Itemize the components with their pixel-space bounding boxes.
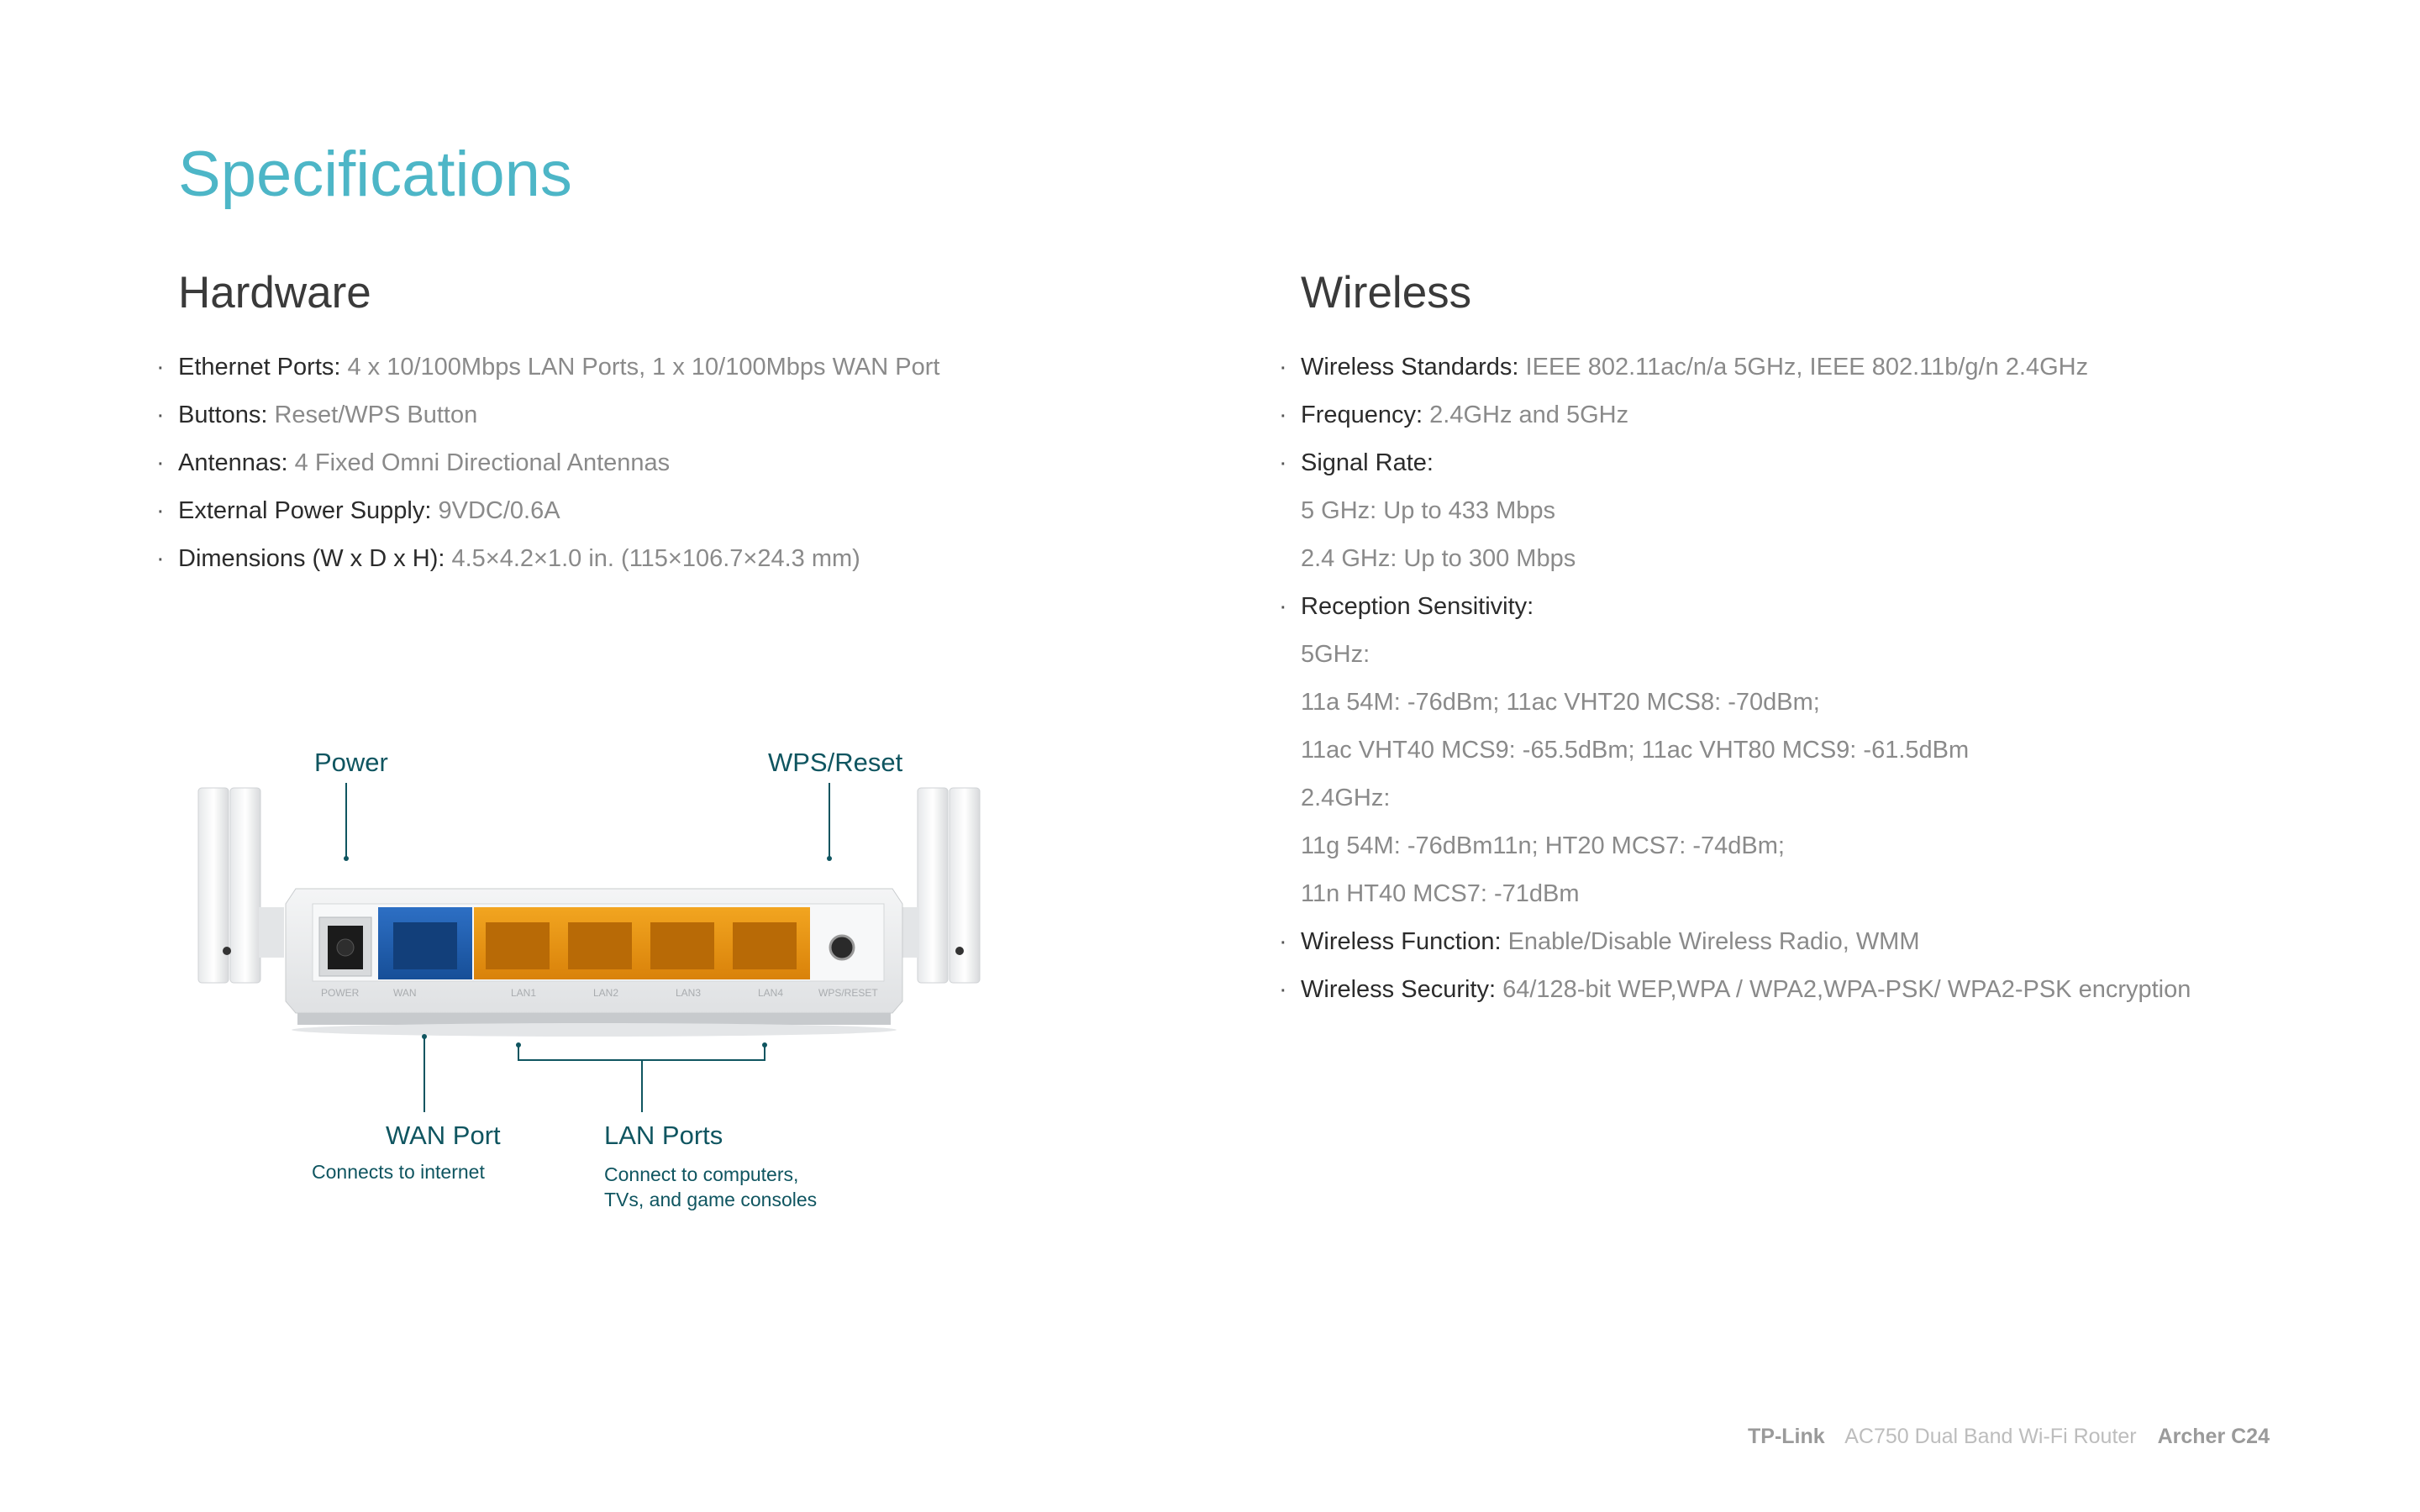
spec-label: Ethernet Ports: [178, 354, 341, 381]
spec-sub-value: 11n HT40 MCS7: -71dBm [1301, 880, 1580, 907]
spec-signal-rate-line [1301, 538, 2376, 585]
port-label: POWER [321, 987, 360, 999]
spec-ethernet-ports [178, 346, 1254, 394]
wan-port-callout: WAN Port [386, 1121, 501, 1150]
hardware-spec-list [178, 346, 1254, 585]
spec-value: 64/128-bit WEP,WPA / WPA2,WPA-PSK/ WPA2-PSK encryption [1496, 976, 2191, 1003]
lan-ports-description-line-1: Connect to computers, [604, 1163, 799, 1185]
lan-ports-description-line-2: TVs, and game consoles [604, 1189, 818, 1210]
port-label: WAN [393, 987, 417, 999]
spec-sensitivity-line [1301, 681, 2376, 729]
footer [1748, 1425, 2285, 1449]
spec-signal-rate [1301, 442, 2376, 490]
router-back-panel-figure [178, 739, 1002, 1226]
spec-label: Frequency: [1301, 402, 1423, 428]
router-illustration [178, 739, 1002, 1226]
spec-signal-rate-line [1301, 490, 2376, 538]
spec-sub-value: 11g 54M: -76dBm11n; HT20 MCS7: -74dBm; [1301, 832, 1785, 859]
spec-wireless-standards [1301, 346, 2376, 394]
spec-value: 4.5×4.2×1.0 in. (115×106.7×24.3 mm) [445, 545, 860, 572]
spec-sub-value: 5GHz: [1301, 641, 1370, 668]
spec-value: 9VDC/0.6A [431, 497, 560, 524]
spec-label: Wireless Function: [1301, 928, 1502, 955]
left-antennas [198, 788, 284, 983]
spec-antennas [178, 442, 1254, 490]
spec-dimensions [178, 538, 1254, 585]
spec-value: 4 Fixed Omni Directional Antennas [287, 449, 671, 476]
spec-wireless-security [1301, 969, 2376, 1016]
spec-label: Antennas: [178, 449, 288, 476]
right-antennas [894, 788, 980, 983]
spec-wireless-function [1301, 921, 2376, 969]
footer-product: AC750 Dual Band Wi-Fi Router [1844, 1425, 2137, 1448]
port-label: LAN4 [758, 987, 784, 999]
spec-value: 2.4GHz and 5GHz [1423, 402, 1629, 428]
spec-label: Wireless Standards: [1301, 354, 1519, 381]
spec-sensitivity-line [1301, 873, 2376, 921]
spec-value: Enable/Disable Wireless Radio, WMM [1501, 928, 1920, 955]
spec-label: Signal Rate: [1301, 449, 1434, 476]
spec-label: Dimensions (W x D x H): [178, 545, 445, 572]
port-label: LAN3 [676, 987, 702, 999]
wan-port-description: Connects to internet [312, 1161, 485, 1183]
port-label: WPS/RESET [818, 987, 878, 999]
spec-sub-value: 5 GHz: Up to 433 Mbps [1301, 497, 1556, 524]
spec-label: Wireless Security: [1301, 976, 1497, 1003]
wireless-heading: Wireless [1301, 268, 1472, 318]
spec-sub-value: 11a 54M: -76dBm; 11ac VHT20 MCS8: -70dBm; [1301, 689, 1820, 716]
spec-value: 4 x 10/100Mbps LAN Ports, 1 x 10/100Mbps WAN Port [340, 354, 940, 381]
spec-frequency [1301, 394, 2376, 442]
wps-reset-callout: WPS/Reset [768, 748, 903, 777]
port-label: LAN1 [511, 987, 537, 999]
spec-sensitivity-line [1301, 825, 2376, 873]
spec-sub-value: 2.4 GHz: Up to 300 Mbps [1301, 545, 1576, 572]
spec-sub-value: 2.4GHz: [1301, 785, 1391, 811]
hardware-heading: Hardware [178, 268, 371, 318]
spec-power-supply [178, 490, 1254, 538]
spec-sensitivity-line [1301, 729, 2376, 777]
lan-ports-callout: LAN Ports [604, 1121, 723, 1150]
spec-sensitivity-line [1301, 633, 2376, 681]
wireless-spec-list [1301, 346, 2376, 1016]
spec-reception-sensitivity [1301, 585, 2376, 633]
spec-sub-value: 11ac VHT40 MCS9: -65.5dBm; 11ac VHT80 MCS9: -61.5dBm [1301, 737, 1970, 764]
page-title: Specifications [178, 139, 572, 210]
spec-value: Reset/WPS Button [267, 402, 478, 428]
spec-buttons [178, 394, 1254, 442]
spec-sensitivity-line [1301, 777, 2376, 825]
footer-brand: TP-Link [1748, 1425, 1825, 1448]
power-callout: Power [314, 748, 388, 777]
spec-label: Reception Sensitivity: [1301, 593, 1534, 620]
spec-label: External Power Supply: [178, 497, 432, 524]
spec-label: Buttons: [178, 402, 268, 428]
spec-value: IEEE 802.11ac/n/a 5GHz, IEEE 802.11b/g/n 2.4GHz [1518, 354, 2089, 381]
footer-model: Archer C24 [2157, 1425, 2270, 1448]
port-label: LAN2 [593, 987, 619, 999]
